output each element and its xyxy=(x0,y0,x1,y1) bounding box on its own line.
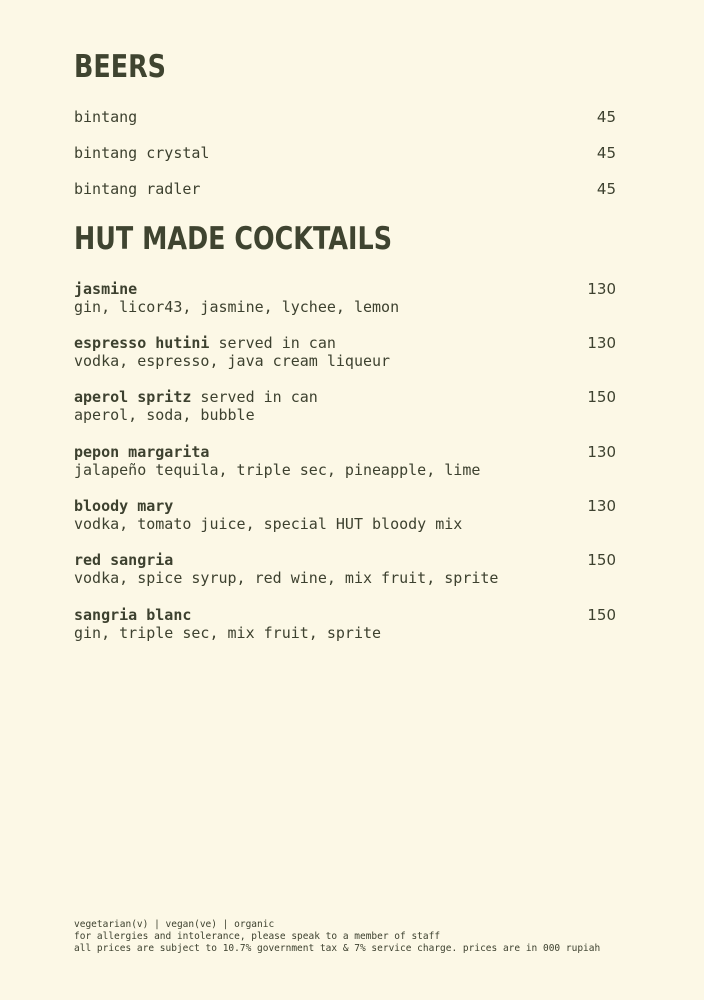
item-description: gin, licor43, jasmine, lychee, lemon xyxy=(74,298,400,316)
item-price: 130 xyxy=(587,334,616,352)
dietary-legend: vegetarian(v) | vegan(ve) | organic xyxy=(74,919,275,930)
menu-footer xyxy=(74,919,600,955)
item-name: pepon margarita xyxy=(74,443,210,461)
item-name: bintang radler xyxy=(74,180,201,198)
item-description: aperol, soda, bubble xyxy=(74,406,255,424)
item-note: served in can xyxy=(209,334,336,352)
item-name: red sangria xyxy=(74,551,174,569)
item-name-line xyxy=(74,334,630,352)
item-name-line xyxy=(74,388,630,406)
item-name-line xyxy=(74,280,630,298)
item-description: vodka, espresso, java cream liqueur xyxy=(74,352,391,370)
item-name: bintang xyxy=(74,108,138,126)
item-price: 45 xyxy=(596,144,616,162)
menu-item-cocktail xyxy=(74,280,630,316)
item-description: jalapeño tequila, triple sec, pineapple, lime xyxy=(74,461,481,479)
item-price: 130 xyxy=(587,280,616,298)
item-name: sangria blanc xyxy=(74,606,192,624)
item-note: served in can xyxy=(191,388,318,406)
item-price: 130 xyxy=(587,443,616,461)
menu-item-beer xyxy=(74,180,630,198)
item-price: 150 xyxy=(587,606,616,624)
item-name: jasmine xyxy=(74,280,138,298)
item-description: vodka, tomato juice, special HUT bloody mix xyxy=(74,515,463,533)
menu-item-beer xyxy=(74,108,630,126)
beers-heading: BEERS xyxy=(74,49,166,85)
item-name-line xyxy=(74,497,630,515)
menu-item-cocktail xyxy=(74,388,630,424)
menu-item-cocktail xyxy=(74,497,630,533)
item-name: bloody mary xyxy=(74,497,174,515)
allergy-note: for allergies and intolerance, please speak to a member of staff xyxy=(74,931,441,942)
cocktails-heading: HUT MADE COCKTAILS xyxy=(74,221,393,257)
menu-item-cocktail xyxy=(74,443,630,479)
menu-item-beer xyxy=(74,144,630,162)
item-name-line xyxy=(74,606,630,624)
item-name-line xyxy=(74,551,630,569)
menu-item-cocktail xyxy=(74,606,630,642)
menu-item-cocktail xyxy=(74,334,630,370)
item-name: espresso hutini xyxy=(74,334,210,352)
item-name: bintang crystal xyxy=(74,144,210,162)
item-price: 150 xyxy=(587,388,616,406)
menu-page xyxy=(74,0,630,1000)
item-price: 150 xyxy=(587,551,616,569)
item-price: 45 xyxy=(596,108,616,126)
pricing-note: all prices are subject to 10.7% government tax & 7% service charge. prices are in 000 rupiah xyxy=(74,943,601,954)
item-name-line xyxy=(74,443,630,461)
item-price: 130 xyxy=(587,497,616,515)
item-description: vodka, spice syrup, red wine, mix fruit, sprite xyxy=(74,569,499,587)
item-description: gin, triple sec, mix fruit, sprite xyxy=(74,624,382,642)
item-price: 45 xyxy=(596,180,616,198)
item-name: aperol spritz xyxy=(74,388,192,406)
menu-item-cocktail xyxy=(74,551,630,587)
